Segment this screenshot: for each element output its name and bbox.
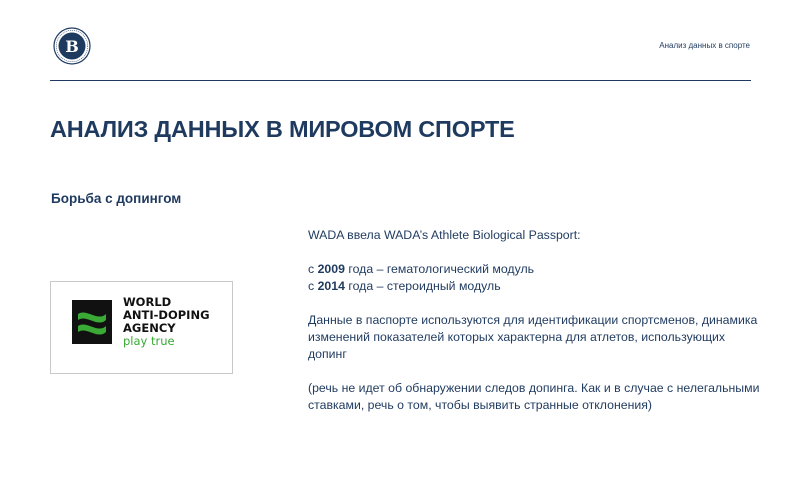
module-1: с 2009 года – гематологический модуль [308, 262, 535, 276]
section-subtitle: Борьба с допингом [51, 191, 182, 206]
wada-wordmark [123, 296, 210, 348]
header-divider [50, 80, 751, 81]
passport-description: Данные в паспорте используются для идентификации спортсменов, динамика изменений показателей которых характерна для атлетов, использующих допинг [308, 313, 758, 361]
wada-line-3: AGENCY [123, 321, 176, 335]
intro-text: WADA ввела WADA’s Athlete Biological Passport: [308, 228, 581, 242]
wada-line-1: WORLD [123, 295, 172, 309]
wada-logo [50, 281, 233, 374]
header-title: Анализ данных в спорте [659, 41, 750, 50]
module-2: с 2014 года – стероидный модуль [308, 279, 501, 293]
hse-logo-icon [47, 26, 97, 66]
modules-list [308, 261, 760, 295]
wada-line-2: ANTI-DOPING [123, 308, 210, 322]
passport-note: (речь не идет об обнаружении следов допинга. Как и в случае с нелегальными ставками, речь о том, чтобы выявить странные отклонения) [308, 381, 760, 412]
page-title: АНАЛИЗ ДАННЫХ В МИРОВОМ СПОРТЕ [50, 116, 515, 142]
content-column [308, 227, 760, 431]
wada-mark-icon [72, 300, 112, 344]
wada-tagline: play true [123, 334, 175, 348]
svg-text:B: B [65, 37, 79, 56]
